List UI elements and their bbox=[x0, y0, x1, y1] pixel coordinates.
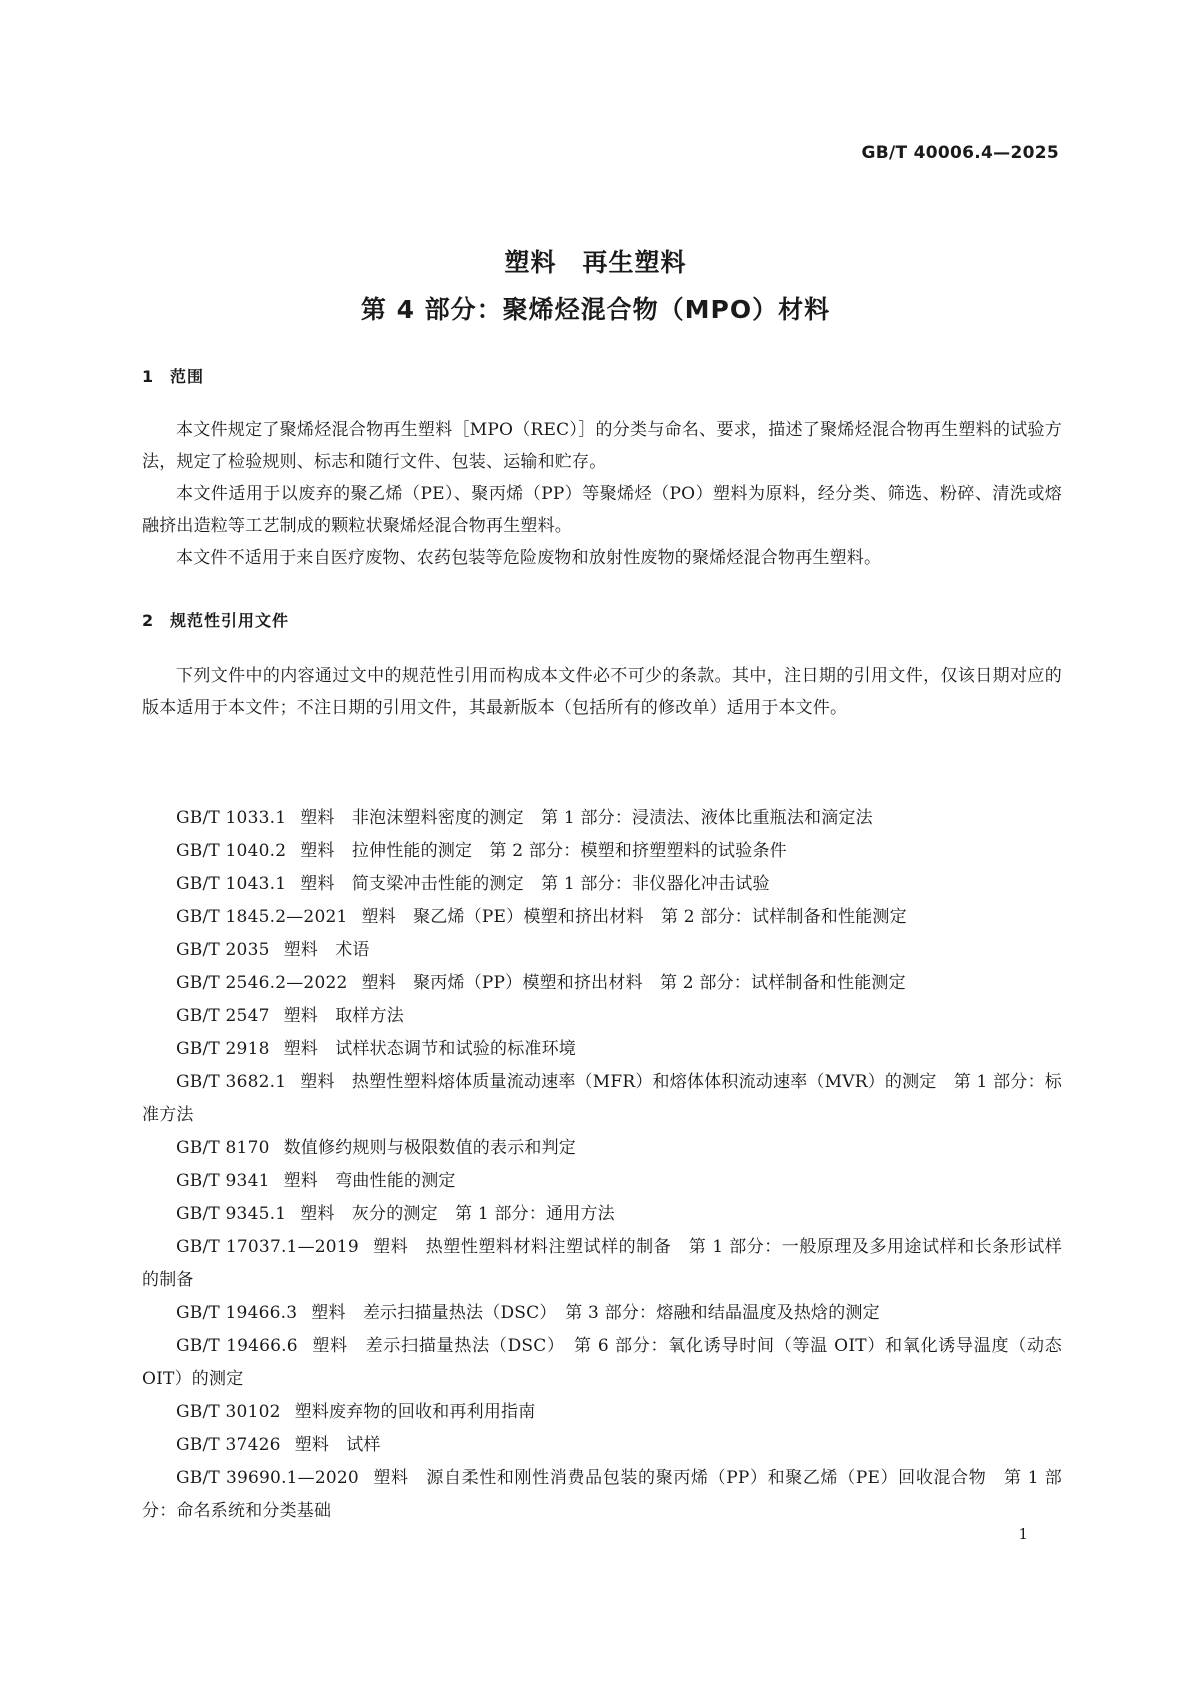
reference-code: GB/T 19466.3 bbox=[176, 1303, 298, 1323]
reference-item bbox=[142, 934, 1062, 967]
reference-item bbox=[142, 1462, 1062, 1528]
reference-item bbox=[142, 1066, 1062, 1132]
reference-title: 数值修约规则与极限数值的表示和判定 bbox=[283, 1138, 577, 1158]
document-title-line2: 第 4 部分：聚烯烃混合物（MPO）材料 bbox=[360, 295, 831, 324]
reference-title: 塑料 差示扫描量热法（DSC） 第 6 部分：氧化诱导时间（等温 OIT）和氧化诱导温度（动态 OIT）的测定 bbox=[142, 1336, 1062, 1389]
reference-code: GB/T 2547 bbox=[176, 1006, 270, 1026]
reference-title: 塑料 术语 bbox=[283, 940, 370, 960]
reference-title: 塑料 差示扫描量热法（DSC） 第 3 部分：熔融和结晶温度及热焓的测定 bbox=[311, 1303, 880, 1323]
reference-item bbox=[142, 1297, 1062, 1330]
reference-code: GB/T 1845.2—2021 bbox=[176, 907, 348, 927]
reference-item bbox=[142, 1033, 1062, 1066]
reference-title: 塑料 简支梁冲击性能的测定 第 1 部分：非仪器化冲击试验 bbox=[300, 874, 770, 894]
reference-code: GB/T 39690.1—2020 bbox=[176, 1468, 359, 1488]
reference-title: 塑料 聚乙烯（PE）模塑和挤出材料 第 2 部分：试样制备和性能测定 bbox=[361, 907, 907, 927]
section2-number: 2 bbox=[142, 611, 155, 630]
reference-item bbox=[142, 868, 1062, 901]
reference-code: GB/T 2546.2—2022 bbox=[176, 973, 348, 993]
reference-code: GB/T 2035 bbox=[176, 940, 270, 960]
reference-item bbox=[142, 1396, 1062, 1429]
section1-title: 范围 bbox=[170, 367, 205, 386]
section1-paragraph-1: 本文件规定了聚烯烃混合物再生塑料［MPO（REC）］的分类与命名、要求，描述了聚烯烃混合物再生塑料的试验方法，规定了检验规则、标志和随行文件、包装、运输和贮存。 bbox=[142, 420, 1062, 472]
reference-title: 塑料 试样状态调节和试验的标准环境 bbox=[283, 1039, 577, 1059]
reference-title: 塑料 弯曲性能的测定 bbox=[283, 1171, 456, 1191]
section2-title: 规范性引用文件 bbox=[170, 611, 290, 630]
reference-item bbox=[142, 1132, 1062, 1165]
reference-code: GB/T 9341 bbox=[176, 1171, 270, 1191]
reference-code: GB/T 1040.2 bbox=[176, 841, 287, 861]
reference-code: GB/T 19466.6 bbox=[176, 1336, 298, 1356]
standard-code: GB/T 40006.4—2025 bbox=[861, 143, 1059, 163]
section1-number: 1 bbox=[142, 367, 155, 386]
section1-paragraph-2: 本文件适用于以废弃的聚乙烯（PE）、聚丙烯（PP）等聚烯烃（PO）塑料为原料，经分类、筛选、粉碎、清洗或熔融挤出造粒等工艺制成的颗粒状聚烯烃混合物再生塑料。 bbox=[142, 484, 1062, 536]
reference-code: GB/T 2918 bbox=[176, 1039, 270, 1059]
reference-title: 塑料 热塑性塑料材料注塑试样的制备 第 1 部分：一般原理及多用途试样和长条形试样的制备 bbox=[142, 1237, 1062, 1290]
reference-code: GB/T 17037.1—2019 bbox=[176, 1237, 359, 1257]
reference-title: 塑料废弃物的回收和再利用指南 bbox=[294, 1402, 536, 1422]
reference-code: GB/T 9345.1 bbox=[176, 1204, 287, 1224]
reference-title: 塑料 试样 bbox=[294, 1435, 381, 1455]
section2-heading bbox=[142, 608, 289, 631]
reference-title: 塑料 源自柔性和刚性消费品包装的聚丙烯（PP）和聚乙烯（PE）回收混合物 第 1 部分：命名系统和分类基础 bbox=[142, 1468, 1062, 1521]
reference-item bbox=[142, 835, 1062, 868]
reference-code: GB/T 37426 bbox=[176, 1435, 281, 1455]
reference-item bbox=[142, 1165, 1062, 1198]
reference-code: GB/T 3682.1 bbox=[176, 1072, 287, 1092]
reference-item bbox=[142, 901, 1062, 934]
reference-title: 塑料 灰分的测定 第 1 部分：通用方法 bbox=[300, 1204, 615, 1224]
reference-item bbox=[142, 967, 1062, 1000]
section1-paragraph-3: 本文件不适用于来自医疗废物、农药包装等危险废物和放射性废物的聚烯烃混合物再生塑料。 bbox=[176, 548, 882, 568]
reference-item bbox=[142, 1000, 1062, 1033]
reference-title: 塑料 拉伸性能的测定 第 2 部分：模塑和挤塑塑料的试验条件 bbox=[300, 841, 787, 861]
reference-code: GB/T 8170 bbox=[176, 1138, 270, 1158]
reference-title: 塑料 取样方法 bbox=[283, 1006, 405, 1026]
reference-code: GB/T 1043.1 bbox=[176, 874, 287, 894]
page-number: 1 bbox=[1018, 1525, 1028, 1543]
document-title-line1: 塑料 再生塑料 bbox=[504, 248, 687, 277]
reference-title: 塑料 非泡沫塑料密度的测定 第 1 部分：浸渍法、液体比重瓶法和滴定法 bbox=[300, 808, 873, 828]
section1-heading bbox=[142, 364, 204, 387]
reference-code: GB/T 1033.1 bbox=[176, 808, 287, 828]
reference-item bbox=[142, 1330, 1062, 1396]
reference-item bbox=[142, 802, 1062, 835]
reference-code: GB/T 30102 bbox=[176, 1402, 281, 1422]
reference-item bbox=[142, 1429, 1062, 1462]
reference-list bbox=[142, 802, 1062, 1528]
section2-intro: 下列文件中的内容通过文中的规范性引用而构成本文件必不可少的条款。其中，注日期的引用文件，仅该日期对应的版本适用于本文件；不注日期的引用文件，其最新版本（包括所有的修改单）适用于本文件。 bbox=[142, 666, 1062, 718]
reference-title: 塑料 热塑性塑料熔体质量流动速率（MFR）和熔体体积流动速率（MVR）的测定 第 1 部分：标准方法 bbox=[142, 1072, 1062, 1125]
reference-item bbox=[142, 1231, 1062, 1297]
reference-title: 塑料 聚丙烯（PP）模塑和挤出材料 第 2 部分：试样制备和性能测定 bbox=[361, 973, 906, 993]
reference-item bbox=[142, 1198, 1062, 1231]
